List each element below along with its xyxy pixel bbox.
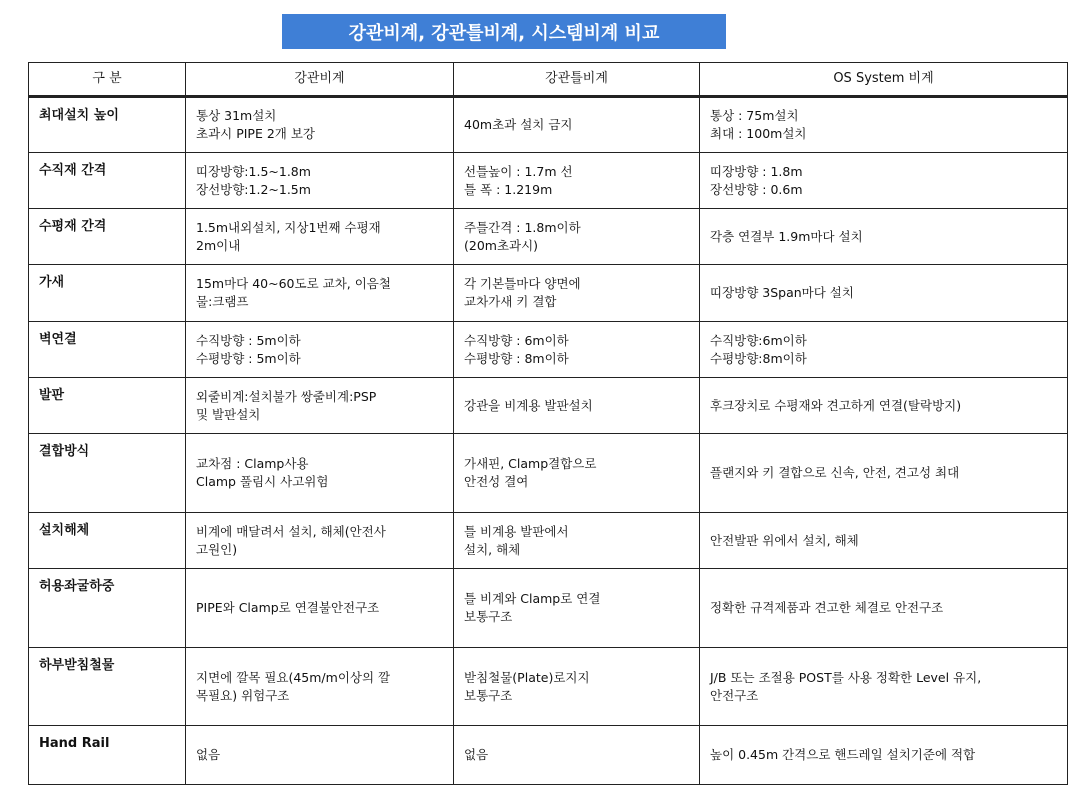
table-cell: 플랜지와 키 결합으로 신속, 안전, 견고성 최대 (700, 434, 1068, 513)
table-row (29, 378, 1068, 434)
row-label: 최대설치 높이 (29, 97, 186, 153)
table-cell: 띠장방향 : 1.8m 장선방향 : 0.6m (700, 153, 1068, 209)
row-label: 설치해체 (29, 513, 186, 569)
table-row (29, 265, 1068, 322)
comparison-table (28, 62, 1068, 785)
row-label: 결합방식 (29, 434, 186, 513)
header-category: 구 분 (29, 63, 186, 97)
table-cell: 높이 0.45m 간격으로 핸드레일 설치기준에 적합 (700, 726, 1068, 785)
row-label: 수직재 간격 (29, 153, 186, 209)
table-cell: 틀 비계용 발판에서 설치, 해체 (454, 513, 700, 569)
header-steel-pipe: 강관비계 (186, 63, 454, 97)
table-cell: 가새핀, Clamp결합으로 안전성 결여 (454, 434, 700, 513)
table-header-row (29, 63, 1068, 97)
row-label: 가새 (29, 265, 186, 322)
table-cell: 각 기본틀마다 양면에 교차가새 키 결합 (454, 265, 700, 322)
table-cell: 주틀간격 : 1.8m이하 (20m초과시) (454, 209, 700, 265)
table-cell: 띠장방향:1.5~1.8m 장선방향:1.2~1.5m (186, 153, 454, 209)
table-cell: 비계에 매달려서 설치, 해체(안전사 고원인) (186, 513, 454, 569)
table-cell: 수직방향:6m이하 수평방향:8m이하 (700, 322, 1068, 378)
header-system: OS System 비계 (700, 63, 1068, 97)
table-cell: 수직방향 : 5m이하 수평방향 : 5m이하 (186, 322, 454, 378)
table-cell: 15m마다 40~60도로 교차, 이음철 물:크램프 (186, 265, 454, 322)
table-row (29, 513, 1068, 569)
table-cell: 각층 연결부 1.9m마다 설치 (700, 209, 1068, 265)
table-row (29, 153, 1068, 209)
table-row (29, 726, 1068, 785)
table-cell: J/B 또는 조절용 POST를 사용 정확한 Level 유지, 안전구조 (700, 648, 1068, 726)
row-label: 벽연결 (29, 322, 186, 378)
table-cell: 받침철물(Plate)로지지 보통구조 (454, 648, 700, 726)
table-cell: 40m초과 설치 금지 (454, 97, 700, 153)
table-cell: 후크장치로 수평재와 견고하게 연결(탈락방지) (700, 378, 1068, 434)
row-label: 수평재 간격 (29, 209, 186, 265)
header-frame: 강관틀비계 (454, 63, 700, 97)
table-cell: 틀 비계와 Clamp로 연결 보통구조 (454, 569, 700, 648)
table-cell: PIPE와 Clamp로 연결불안전구조 (186, 569, 454, 648)
row-label: 발판 (29, 378, 186, 434)
row-label: 하부받침철물 (29, 648, 186, 726)
row-label: Hand Rail (29, 726, 186, 785)
table-cell: 안전발판 위에서 설치, 해체 (700, 513, 1068, 569)
table-row (29, 434, 1068, 513)
table-row (29, 97, 1068, 153)
table-cell: 없음 (186, 726, 454, 785)
table-cell: 교차점 : Clamp사용 Clamp 풀림시 사고위험 (186, 434, 454, 513)
table-cell: 1.5m내외설치, 지상1번째 수평재 2m이내 (186, 209, 454, 265)
table-cell: 강관을 비계용 발판설치 (454, 378, 700, 434)
table-row (29, 648, 1068, 726)
table-cell: 선틀높이 : 1.7m 선 틀 폭 : 1.219m (454, 153, 700, 209)
table-row (29, 569, 1068, 648)
page-title: 강관비계, 강관틀비계, 시스템비계 비교 (282, 14, 726, 49)
table-cell: 수직방향 : 6m이하 수평방향 : 8m이하 (454, 322, 700, 378)
table-cell: 통상 31m설치 초과시 PIPE 2개 보강 (186, 97, 454, 153)
row-label: 허용좌굴하중 (29, 569, 186, 648)
table-cell: 통상 : 75m설치 최대 : 100m설치 (700, 97, 1068, 153)
table-cell: 외줄비계:설치불가 쌍줄비계:PSP 및 발판설치 (186, 378, 454, 434)
table-cell: 정확한 규격제품과 견고한 체결로 안전구조 (700, 569, 1068, 648)
table-cell: 띠장방향 3Span마다 설치 (700, 265, 1068, 322)
table-cell: 지면에 깔목 필요(45m/m이상의 깔 목필요) 위험구조 (186, 648, 454, 726)
table-cell: 없음 (454, 726, 700, 785)
table-row (29, 209, 1068, 265)
table-row (29, 322, 1068, 378)
